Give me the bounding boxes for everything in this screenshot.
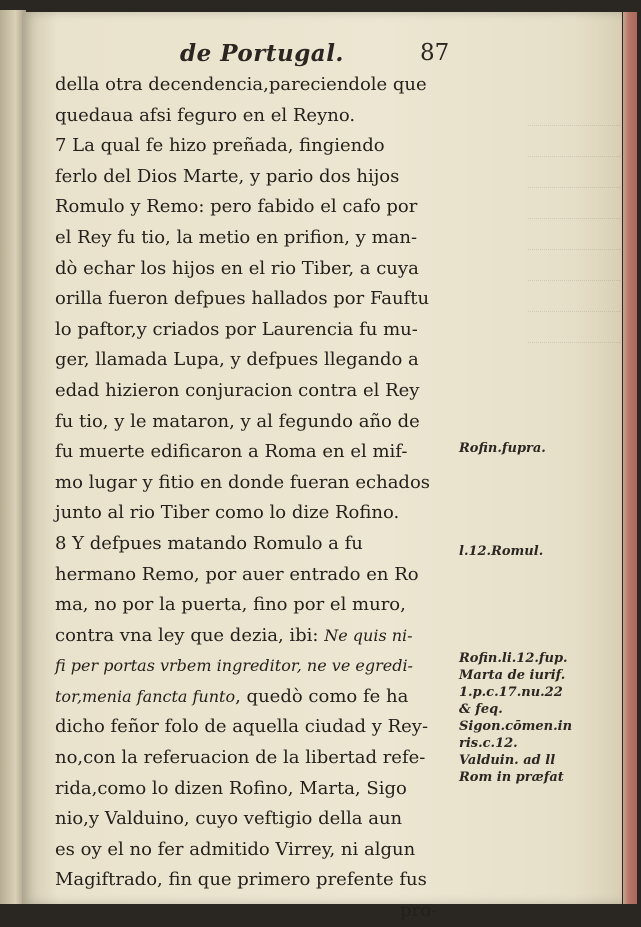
text-line: dò echar los hijos en el rio Tiber, a cuya — [55, 257, 419, 279]
text-line: Magiftrado, fin que primero prefente fus — [55, 869, 427, 891]
text-line: ferlo del Dios Marte, y pario dos hijos — [55, 165, 400, 187]
margin-note: Valduin. ad ll — [459, 753, 556, 768]
text-line — [55, 651, 455, 682]
margin-note: Marta de iurif. — [459, 668, 566, 683]
text-line: ger, llamada Lupa, y defpues llegando a — [55, 349, 419, 371]
text-line: es oy el no fer admitido Virrey, ni algun — [55, 838, 416, 860]
text-line: 8 Y defpues matando Romulo a fu — [55, 532, 363, 554]
margin-note: l.12.Romul. — [459, 544, 544, 559]
text-line: fu tio, y le mataron, y al fegundo año de — [55, 410, 420, 432]
margin-note: & feq. — [459, 702, 503, 717]
text-line: della otra decendencia,pareciendole que — [55, 74, 427, 95]
text-line: mo lugar y fitio en donde fueran echados — [55, 471, 431, 493]
text-span: contra vna ley que dezia, ibi: — [55, 624, 325, 646]
running-title: de Portugal. — [180, 40, 344, 67]
text-line: rida,como lo dizen Rofino, Marta, Sigo — [55, 777, 407, 799]
text-line: Romulo y Remo: pero fabido el cafo por — [55, 196, 418, 218]
text-line: no,con la referuacion de la libertad refe- — [55, 747, 426, 769]
text-line: fu muerte edificaron a Roma en el mif- — [55, 441, 408, 463]
text-line: ma, no por la puerta, fino por el muro, — [55, 594, 406, 616]
text-line: dicho feñor folo de aquella ciudad y Rey- — [55, 716, 429, 738]
margin-note: 1.p.c.17.nu.22 — [459, 685, 563, 700]
latin-quote: tor,menia fancta funto — [55, 686, 236, 706]
text-line: edad hizieron conjuracion contra el Rey — [55, 379, 420, 401]
latin-quote: Ne quis ni- — [324, 625, 413, 645]
bleed-through-text — [528, 95, 623, 355]
text-line — [55, 682, 455, 713]
margin-note: Sigon.cōmen.in — [459, 719, 573, 734]
latin-quote: fi per portas vrbem ingreditor, ne ve egredi- — [55, 656, 413, 676]
text-line: el Rey fu tio, la metio en prifion, y man- — [55, 226, 418, 248]
page-number: 87 — [420, 40, 450, 66]
text-line — [55, 621, 455, 652]
margin-note: Rom in præfat — [459, 770, 564, 785]
margin-note: Rofin.li.12.fup. — [459, 651, 568, 666]
text-span: , quedò como fe ha — [235, 685, 409, 707]
catchword: pro- — [400, 900, 438, 922]
text-line: hermano Remo, por auer entrado en Ro — [55, 563, 419, 585]
text-line: junto al rio Tiber como lo dize Rofino. — [55, 502, 400, 524]
text-line: quedaua afsi feguro en el Reyno. — [55, 104, 356, 126]
text-line: orilla fueron defpues hallados por Fauftu — [55, 288, 430, 310]
margin-note: Rofin.fupra. — [459, 441, 546, 456]
page-red-edge — [623, 12, 637, 904]
text-line: nio,y Valduino, cuyo veftigio della aun — [55, 808, 403, 830]
body-text — [55, 70, 455, 927]
text-line: 7 La qual fe hizo preñada, fingiendo — [55, 135, 385, 157]
margin-note: ris.c.12. — [459, 736, 518, 751]
text-line: lo paftor,y criados por Laurencia fu mu- — [55, 318, 418, 340]
